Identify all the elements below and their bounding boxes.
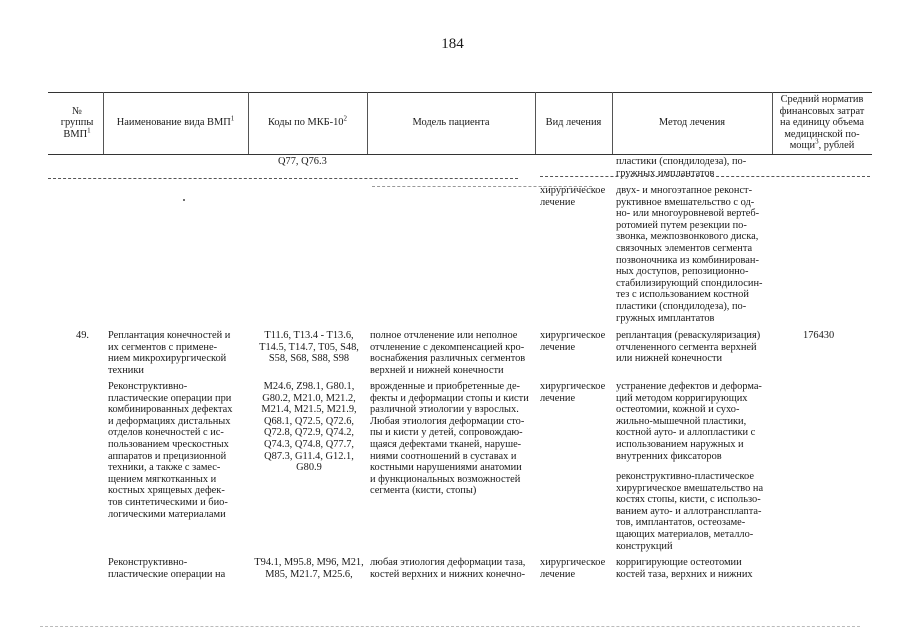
header-cost-norm: Средний норматив финансовых затрат на единицу объема медицинской по- мощи$^3$, рублей bbox=[779, 94, 865, 152]
scan-speck bbox=[183, 199, 185, 201]
row49b-patient-model: врожденные и приобретенные де- фекты и деформации стопы и кисти различной этиологии у взрослых. Любая этиология деформации сто- пы и кисти у детей, сопровождаю- щаяся дефектами тканей, наруше- ниями соотношений в суставах и костными нарушениями анатомии и функциональных возможностей сегмента (кисти, стопы) bbox=[370, 381, 529, 497]
row49b-treatment-type: хирургическое лечение bbox=[540, 381, 606, 404]
header-treatment-method: Метод лечения bbox=[658, 117, 726, 129]
header-bottom-rule bbox=[48, 154, 872, 155]
row49-number: 49. bbox=[76, 330, 89, 341]
row49-cost: 176430 bbox=[803, 330, 835, 341]
header-group-number: № группы ВМП$^1$ bbox=[60, 105, 94, 140]
row49c-vmp-name: Реконструктивно- пластические операции на bbox=[108, 557, 226, 580]
row-separator bbox=[48, 178, 518, 179]
row49c-method: корригирующие остеотомии костей таза, верхних и нижних bbox=[616, 557, 753, 580]
row49b-method-2: реконструктивно-пластическое хирургическое вмешательство на костях стопы, кисти, с использо- ванием ауто- и аллотрансплanта- тов, имплантатов, остеозаме- щающих материалов, металло- конструкций bbox=[616, 471, 764, 552]
header-patient-model: Модель пациента bbox=[412, 117, 490, 129]
bottom-scan-line bbox=[40, 626, 860, 627]
header-icd-codes: Коды по МКБ-$10^2$ bbox=[267, 114, 347, 129]
page-number: 184 bbox=[441, 36, 464, 52]
header-treatment-type: Вид лечения bbox=[545, 117, 602, 129]
row49-treatment-type: хирургическое лечение bbox=[540, 330, 606, 353]
cont-method: пластики (спондилодеза), по- гружных имплантатов bbox=[616, 156, 747, 179]
header-vmp-name: Наименование вида ВМП$^1$ bbox=[116, 114, 235, 129]
row49c-patient-model: любая этиология деформации таза, костей верхних и нижних конечно- bbox=[370, 557, 526, 580]
row49b-method-1: устранение дефектов и деформа- ций методом корригирующих остеотомии, кожной и сухо- жильно-мышечной пластики, костной ауто- и аллопластики с использованием наружных и внутренних фиксаторов bbox=[616, 381, 762, 462]
cont-codes: Q77, Q76.3 bbox=[278, 156, 327, 167]
row49-patient-model: полное отчленение или неполное отчленение с декомпенсацией кро- воснабжения различных сегментов верхней и нижней конечности bbox=[370, 330, 526, 376]
row-separator bbox=[540, 176, 870, 177]
row49c-treatment-type: хирургическое лечение bbox=[540, 557, 606, 580]
row49-icd-codes: T11.6, T13.4 - T13.6, T14.5, T14.7, T05, S48, S58, S68, S88, S98 bbox=[259, 330, 359, 365]
row49-vmp-name: Реплантация конечностей и их сегментов с примене- нием микрохирургической техники bbox=[108, 330, 231, 376]
cont2-method: двух- и многоэтапное реконст- руктивное вмешательство с од- но- или многоуровневой вертеб- ротомией путем резекции по- звонка, межпозвонкового диска, связочных элементов сегмента позвоночника из комбинирован- ных доступов, репозиционно- стабилизирующий спондилосин- тез с использованием костной пластики (спондилодеза), по- гружных имплантатов bbox=[616, 185, 763, 324]
row49b-vmp-name: Реконструктивно- пластические операции при комбинированных дефектах и деформациях дистальных отделов конечностей с ис- пользованием чрескостных аппаратов и прецизионной техники, а также с замес- щением мягкотканных и костных хрящевых дефек- тов синтетическими и био- логическими материалами bbox=[108, 381, 233, 520]
row49b-icd-codes: M24.6, Z98.1, G80.1, G80.2, M21.0, M21.2, M21.4, M21.5, M21.9, Q68.1, Q72.5, Q72.6, Q72.8, Q72.9, Q74.2, Q74.3, Q74.8, Q77.7, Q87.3, G11.4, G12.1, G80.9 bbox=[261, 381, 357, 474]
row49-method: реплантация (реваскуляризация) отчлененного сегмента верхней или нижней конечности bbox=[616, 330, 761, 365]
header-top-rule bbox=[48, 92, 872, 93]
cont2-treatment-type: хирургическое лечение bbox=[540, 185, 606, 208]
row49c-icd-codes: T94.1, M95.8, M96, M21, M85, M21.7, M25.6, bbox=[254, 557, 364, 580]
